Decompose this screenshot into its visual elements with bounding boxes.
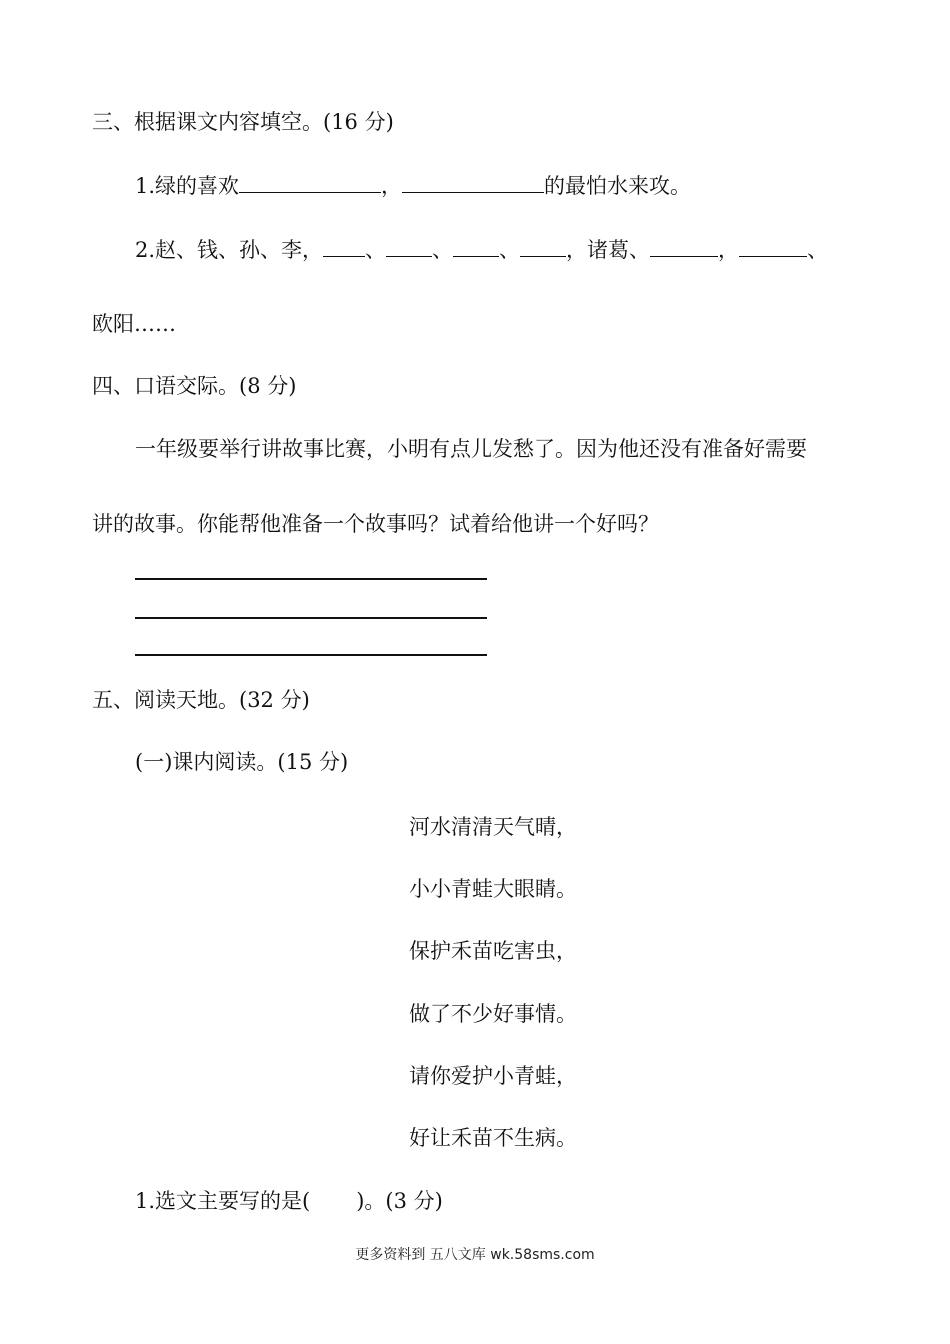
- section3-heading: 三、根据课文内容填空。(16 分): [92, 110, 394, 134]
- section5-sub1-heading: (一)课内阅读。(15 分): [135, 750, 349, 774]
- section3-q1: 1.绿的喜欢 ， 的最怕水来攻。: [135, 174, 692, 198]
- section4-heading: 四、口语交际。(8 分): [92, 374, 297, 398]
- poem-line: 做了不少好事情。: [409, 1002, 577, 1026]
- section4-text-line2: 讲的故事。你能帮他准备一个故事吗？试着给他讲一个好吗？: [92, 512, 659, 536]
- poem-line: 请你爱护小青蛙，: [409, 1064, 577, 1088]
- poem-line: 河水清清天气晴，: [409, 815, 577, 839]
- answer-blank[interactable]: [739, 236, 807, 257]
- answer-blank[interactable]: [239, 172, 381, 193]
- answer-blank[interactable]: [453, 236, 499, 257]
- section4-text-line1: 一年级要举行讲故事比赛，小明有点儿发愁了。因为他还没有准备好需要: [135, 437, 807, 461]
- answer-blank[interactable]: [520, 236, 566, 257]
- answer-blank[interactable]: [402, 172, 544, 193]
- writing-line[interactable]: [135, 654, 487, 656]
- answer-blank[interactable]: [323, 236, 365, 257]
- answer-blank[interactable]: [650, 236, 718, 257]
- poem-line: 保护禾苗吃害虫，: [409, 939, 577, 963]
- poem-line: 好让禾苗不生病。: [409, 1126, 577, 1150]
- section3-q2-continuation: 欧阳……: [92, 312, 176, 336]
- writing-line[interactable]: [135, 617, 487, 619]
- footer-source: 更多资料到 五八文库 wk.58sms.com: [355, 1247, 595, 1263]
- writing-line[interactable]: [135, 578, 487, 580]
- section5-heading: 五、阅读天地。(32 分): [92, 688, 310, 712]
- section3-q2: 2.赵、钱、孙、李， 、 、 、 ，诸葛、 ， 、: [135, 238, 829, 262]
- poem-line: 小小青蛙大眼睛。: [409, 877, 577, 901]
- section5-q1: 1.选文主要写的是( )。(3 分): [135, 1189, 443, 1213]
- answer-blank[interactable]: [386, 236, 432, 257]
